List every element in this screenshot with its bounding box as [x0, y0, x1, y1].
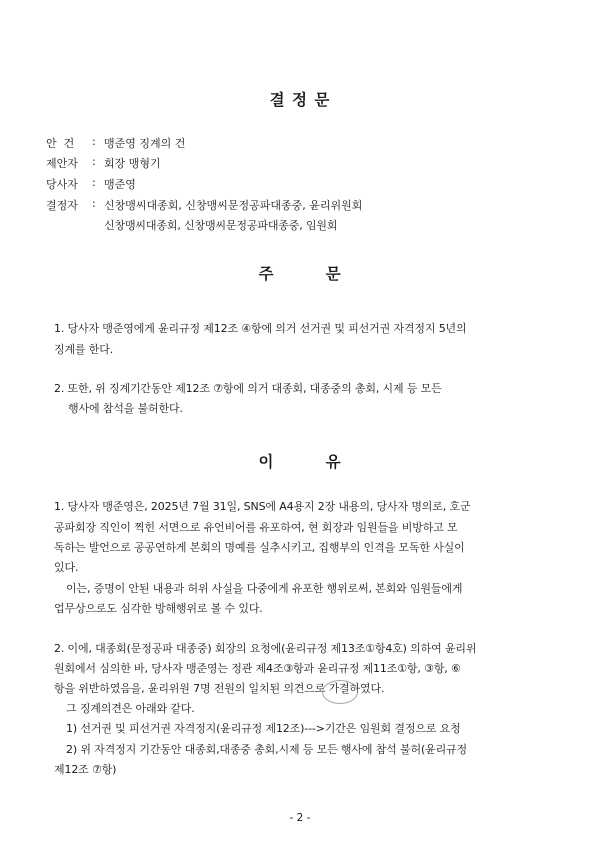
reason-line-4: 있다.	[54, 561, 79, 574]
meta-value: 맹준영	[104, 178, 136, 191]
reason-line-7: 2. 이에, 대종회(문정공파 대종중) 회장의 요청에(윤리규정 제13조①항4호) 의하여 윤리위	[54, 642, 477, 655]
seal-stamp	[322, 680, 358, 704]
meta-label: 안 건	[46, 137, 75, 150]
reason-line-12: 2) 위 자격정지 기간동안 대종회,대종중 총회,시제 등 모든 행사에 참석 불허(윤리규정	[66, 743, 467, 756]
reason-line-6: 업무상으로도 심각한 방해행위로 볼 수 있다.	[54, 602, 263, 615]
page-number: - 2 -	[289, 812, 311, 824]
meta-row-decider	[46, 197, 362, 213]
meta-label: 제안자	[46, 157, 78, 170]
section-heading-main: 주 문	[258, 265, 342, 283]
meta-separator: :	[92, 197, 96, 210]
document-title: 결 정 문	[269, 91, 331, 109]
meta-separator: :	[92, 155, 96, 168]
main-line-1: 1. 당사자 맹준영에게 윤리규정 제12조 ④항에 의거 선거권 및 피선거권 자격정지 5년의	[54, 322, 467, 335]
meta-value: 맹준영 징계의 건	[104, 137, 186, 150]
meta-row-party	[46, 176, 136, 192]
reason-line-3: 독하는 발언으로 공공연하게 본회의 명예를 실추시키고, 집행부의 인격을 모독한 사실이	[54, 541, 465, 554]
reason-line-9: 항을 위반하였음을, 윤리위원 7명 전원의 일치된 의견으로 가결하였다.	[54, 682, 385, 695]
reason-line-2: 공파회장 직인이 찍힌 서면으로 유언비어를 유포하여, 현 회장과 임원들을 비방하고 모	[54, 521, 458, 534]
main-line-2: 징계를 한다.	[54, 343, 114, 356]
meta-label: 결정자	[46, 199, 78, 212]
main-line-4: 행사에 참석을 불허한다.	[68, 402, 183, 415]
meta-separator: :	[92, 135, 96, 148]
meta-row-agenda	[46, 135, 185, 151]
meta-value: 신창맹씨대종회, 신창맹씨문정공파대종중, 윤리위원회	[104, 199, 363, 212]
reason-line-5: 이는, 증명이 안된 내용과 허위 사실을 다중에게 유포한 행위로써, 본회와 임원들에게	[66, 582, 463, 595]
meta-separator: :	[92, 176, 96, 189]
meta-label: 당사자	[46, 178, 78, 191]
section-heading-reason: 이 유	[258, 453, 342, 471]
reason-line-1: 1. 당사자 맹준영은, 2025년 7월 31일, SNS에 A4용지 2장 내용의, 당사자 명의로, 호군	[54, 500, 471, 513]
reason-line-10: 그 징계의견은 아래와 같다.	[66, 702, 195, 715]
reason-line-11: 1) 선거권 및 피선거권 자격정지(윤리규정 제12조)--->기간은 임원회 결정으로 요청	[66, 722, 461, 735]
meta-value: 회장 맹형기	[104, 157, 161, 170]
meta-row-proposer	[46, 155, 161, 171]
reason-line-13: 제12조 ⑦항)	[54, 763, 117, 776]
meta-decider-continued: 신창맹씨대종회, 신창맹씨문정공파대종중, 임원회	[104, 219, 338, 232]
main-line-3: 2. 또한, 위 징계기간동안 제12조 ⑦항에 의거 대종회, 대종중의 총회, 시제 등 모든	[54, 382, 442, 395]
reason-line-8: 원회에서 심의한 바, 당사자 맹준영는 정관 제4조③항과 윤리규정 제11조①항, ③항, ⑥	[54, 662, 461, 675]
